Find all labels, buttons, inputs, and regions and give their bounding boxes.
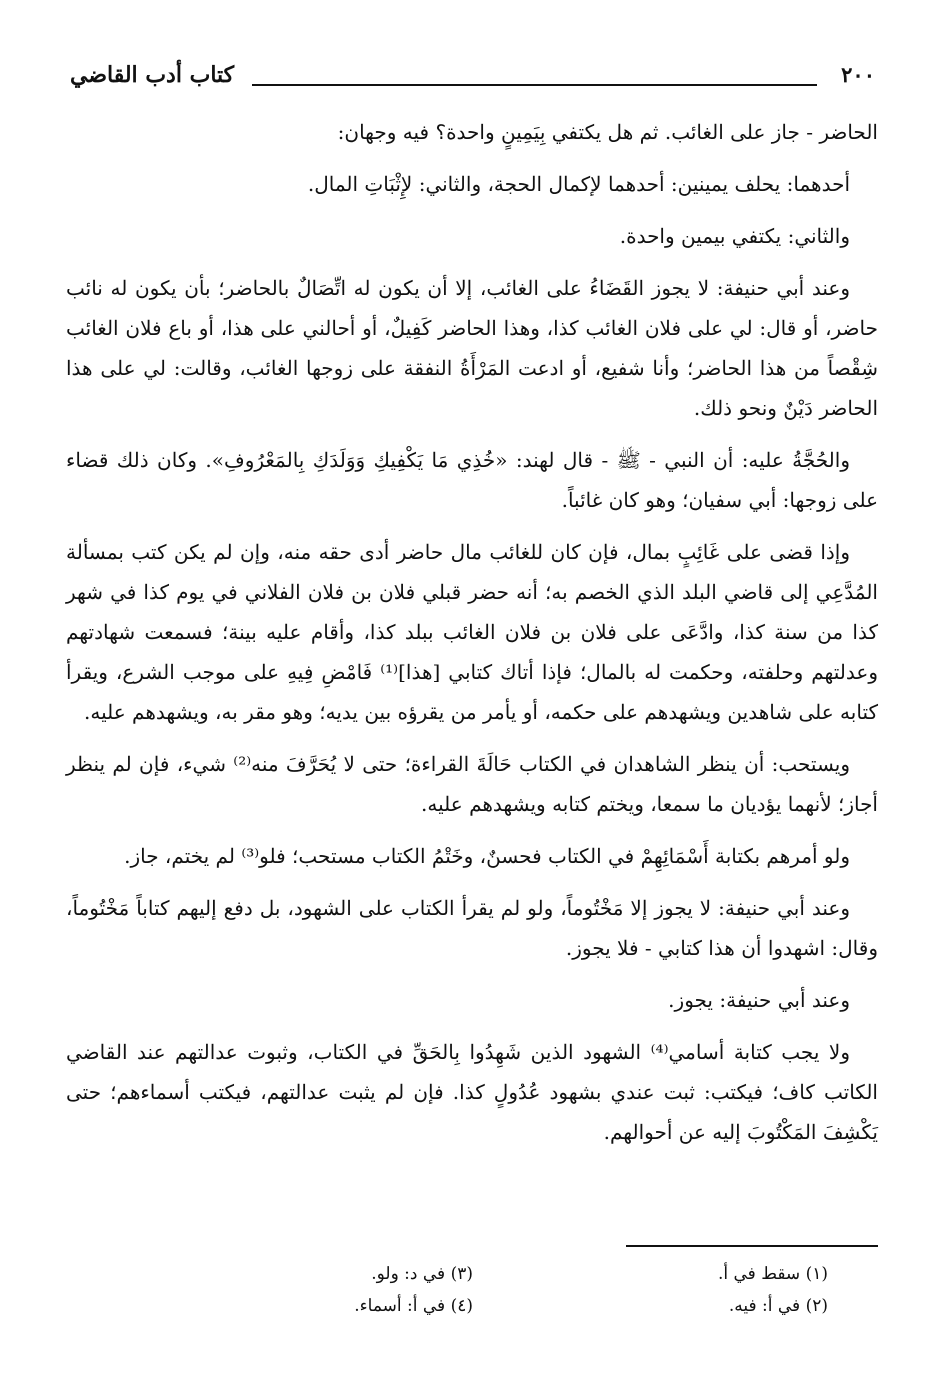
paragraph: ويستحب: أن ينظر الشاهدان في الكتاب حَالَةَ القراءة؛ حتى لا يُحَرَّفَ منه⁽²⁾ شيء، فإن لم ينظر أجاز؛ لأنهما يؤديان ما سمعا، ويختم كتابه ويشهدهم عليه. [66,752,878,816]
footnote-rule [626,1245,878,1247]
body-text [66,112,878,1164]
page-header [70,62,875,102]
paragraph: وعند أبي حنيفة: لا يجوز القَضَاءُ على الغائب، إلا أن يكون له اتِّصَالٌ بالحاضر؛ بأن يكون له نائب حاضر، أو قال: لي على فلان الغائب كذا، وهذا الحاضر كَفِيلٌ، أو أحالني على هذا، أو باع فلان الغائب شِقْصاً من هذا الحاضر؛ وأنا شفيع، أو ادعت المَرْأَةُ النفقة على زوجها الغائب، وقالت: لي على هذا الحاضر دَيْنٌ ونحو ذلك. [66,276,878,420]
footnotes [66,1258,878,1328]
header-rule [252,84,817,86]
footnote: (٤) في أ: أسماء. [354,1296,473,1316]
paragraph: ولا يجب كتابة أسامي⁽⁴⁾ الشهود الذين شَهِدُوا بِالحَقِّ في الكتاب، وثبوت عدالتهم عند القاضي الكاتب كاف؛ فيكتب: ثبت عندي بشهود عُدُولٍ كذا. فإن لم يثبت عدالتهم، فيكتب أسماءهم؛ حتى يَكْشِفَ المَكْتُوبَ إليه عن أحوالهم. [66,1040,878,1144]
footnote: (٣) في د: ولو. [371,1264,473,1284]
paragraph: والثاني: يكتفي بيمين واحدة. [619,224,850,248]
paragraph: ولو أمرهم بكتابة أَسْمَائِهِمْ في الكتاب فحسنٌ، وخَتْمُ الكتاب مستحب؛ فلو⁽³⁾ لم يختم، جاز. [124,844,850,868]
paragraph: والحُجَّةُ عليه: أن النبي - ﷺ - قال لهند: «خُذِي مَا يَكْفِيكِ وَوَلَدَكِ بِالمَعْرُوفِ». وكان ذلك قضاء على زوجها: أبي سفيان؛ وهو كان غائباً. [66,448,878,512]
paragraph: وإذا قضى على غَائِبٍ بمال، فإن كان للغائب مال حاضر أدى حقه منه، وإن لم يكن كتب بمسألة المُدَّعِي إلى قاضي البلد الذي الخصم به؛ أنه حضر قبلي فلان بن فلان الفلاني في يوم كذا في شهر كذا من سنة كذا، وادَّعَى على فلان بن فلان الغائب ببلد كذا، وأقام عليه بينة؛ فسمعت شهادتهم وعدلتهم وحلفته، وحكمت له بالمال؛ فإذا أتاك كتابي [هذا]⁽¹⁾ فَامْضِ فِيهِ على موجب الشرع، ويقرأ كتابه على شاهدين ويشهدهم على حكمه، أو يأمر من يقرؤه بين يديه؛ وهو مقر به، ويشهدهم عليه. [66,540,878,724]
paragraph: الحاضر - جاز على الغائب. ثم هل يكتفي بِيَمِينٍ واحدة؟ فيه وجهان: [337,120,878,144]
footnote: (٢) في أ: فيه. [728,1296,828,1316]
page-number: ٢٠٠ [841,62,875,87]
footnote: (١) سقط في أ. [717,1264,828,1284]
paragraph: وعند أبي حنيفة: يجوز. [668,988,850,1012]
paragraph: وعند أبي حنيفة: لا يجوز إلا مَخْتُوماً، ولو لم يقرأ الكتاب على الشهود، بل دفع إليهم كتاباً مَخْتُوماً، وقال: اشهدوا أن هذا كتابي - فلا يجوز. [66,896,878,960]
paragraph: أحدهما: يحلف يمينين: أحدهما لإكمال الحجة، والثاني: لإِثْبَاتِ المال. [307,172,850,196]
book-title: كتاب أدب القاضي [70,62,235,88]
